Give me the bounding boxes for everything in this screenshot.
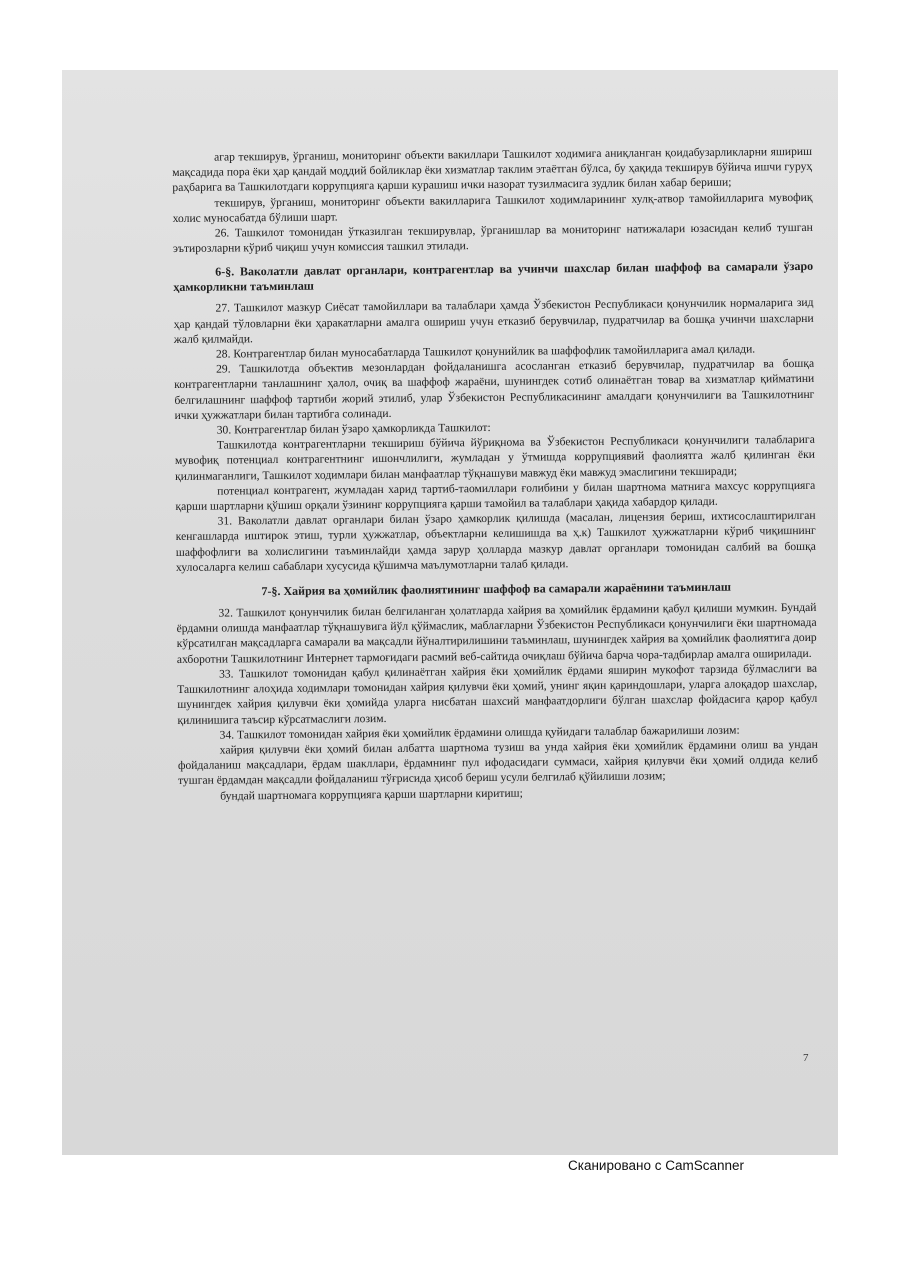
paragraph: 27. Ташкилот мазкур Сиёсат тамойиллари ва талаблари ҳамда Ўзбекистон Республикаси қонунчилик нормаларига зид ҳар қандай тўловларни ёки ҳаракатларни амалга ошириш учун етказиб берувчилар, пудратчилар ва бошқа учинчи шахсларни жалб қилмайди.	[173, 296, 814, 346]
paragraph: 30. Контрагентлар билан ўзаро ҳамкорликда Ташкилот:	[216, 421, 491, 437]
paragraph: 29. Ташкилотда объектив мезонлардан фойдаланишга асосланган етказиб берувчилар, пудратчилар ва бошқа контрагентларни танлашнинг ҳалол, очиқ ва шаффоф жараёни, шунингдек сотиб олинаётган товар ва хизматлар қийматини белгилашнинг шаффоф тартиби жорий этилиб, улар Ўзбекистон Республикасининг амалдаги қонунчилиги ва Ташкилотнинг ички ҳужжатлари билан тартибга солинади.	[174, 357, 815, 422]
paragraph: хайрия қилувчи ёки ҳомий билан албатта шартнома тузиш ва унда хайрия ёки ҳомийлик ёрдамини олиш ва ундан фойдаланиш мақсадлари, ёрдам шакллари, ёрдамнинг пул ифодасидаги суммаси, хайрия қилувчи ёки ҳомий олдида келиб тушган ёрдамдан мақсадли фойдаланиш тўғрисида ҳисоб бериш усули белгилаб қўйилиши лозим;	[177, 737, 818, 788]
paragraph: Ташкилотда контрагентларни текшириш бўйича йўриқнома ва Ўзбекистон Республикаси қонунчилиги талабларига мувофиқ потенциал контрагентнинг ишончлилиги, жумладан у ўтмишда коррупциявий фаолиятга жалб қилинган ёки қилинмаганлиги, Ташкилот ходимлари билан манфаатлар тўқнашуви мавжуд ёки мавжуд эмаслигини текширади;	[174, 433, 816, 483]
paragraph: потенциал контрагент, жумладан харид тартиб-таомиллари ғолибини у билан шартнома матнига махсус коррупцияга қарши шартларни қўшиш орқали ўзининг коррупцияга қарши тамойил ва талаблари ҳақида хабардор қилади.	[175, 478, 816, 514]
paragraph: 26. Ташкилот томонидан ўтказилган текширувлар, ўрганишлар ва мониторинг натижалари юзасидан келиб тушган эътирозларни кўриб чиқиш учун комиссия ташкил этилади.	[172, 220, 813, 256]
paragraph: текширув, ўрганиш, мониторинг объекти вакилларига Ташкилот ходимларининг хулқ-атвор тамойилларига мувофиқ холис муносабатда бўлиши шарт.	[172, 190, 813, 225]
document-body	[172, 144, 818, 804]
paragraph: бундай шартномага коррупцияга қарши шартларни киритиш;	[220, 786, 523, 803]
scanner-watermark: Сканировано с CamScanner	[568, 1158, 745, 1173]
paragraph: 33. Ташкилот томонидан қабул қилинаётган хайрия ёки ҳомийлик ёрдами яширин мукофот тарзида бўлмаслиги ва Ташкилотнинг алоҳида ходимлари томонидан хайрия қилувчи ёки ҳомий, унинг яқин қариндошлари, уларга алоқадор шахслар, шунингдек хайрия қилувчи ёки ҳомийда уларга нисбатан шахсий манфаатдорлиги бўлган шахслар фойдасига қарор қабул қилинишига таъсир кўрсатмаслиги лозим.	[177, 661, 818, 727]
page-number: 7	[803, 1052, 809, 1064]
paragraph: 31. Ваколатли давлат органлари билан ўзаро ҳамкорлик қилишда (масалан, лицензия бериш, ихтисослаштирилган кенгашларда иштирок этиш, турли ҳужжатлар, объектларни келишишда ва ҳ.к) Ташкилот ҳужжатларни кўриб чиқишнинг шаффофлиги ва холислигини таъминлайди ҳамда зарур ҳолларда мазкур давлат органлари томонидан салбий ва бошқа хулосаларга келиш сабаблари хусусида қўшимча маълумотларни талаб қилади.	[175, 509, 816, 574]
paragraph: агар текширув, ўрганиш, мониторинг объекти вакиллари Ташкилот ходимига аниқланган қоидабузарликларни яшириш мақсадида пора ёки ҳар қандай моддий бойликлар ёки хизматлар таклим этаётган бўлса, бу ҳақида текширув бўйича ишчи гуруҳ раҳбарига ва Ташкилотдаги коррупцияга қарши курашиш ички назорат тузилмасига зудлик билан хабар бериши;	[172, 144, 813, 195]
paragraph: 28. Контрагентлар билан муносабатларда Ташкилот қонунийлик ва шаффофлик тамойилларига амал қилади.	[215, 342, 756, 361]
paragraph: 34. Ташкилот томонидан хайрия ёки ҳомийлик ёрдамини олишда қуйидаги талаблар бажарилиши лозим:	[219, 723, 740, 742]
paragraph: 32. Ташкилот қонунчилик билан белгиланган ҳолатларда хайрия ва ҳомийлик ёрдамини қабул қилиши мумкин. Бундай ёрдамни олишда манфаатлар тўқнашувига йўл қўймаслик, маблағларни Ўзбекистон Республикаси қонунчилиги ёки шартномада кўрсатилган мақсадларга самарали ва мақсадли йўналтирилишини таъминлаш, шунингдек хайрия ва ҳомийлик фаолиятига доир ахборотни Ташкилотнинг Интернет тармоғидаги расмий веб-сайтида очиқлаш бўйича барча чора-тадбирлар амалга оширилади.	[176, 600, 817, 666]
section-6-heading: 6-§. Ваколатли давлат органлари, контрагентлар ва учинчи шахслар билан шаффоф ва самарали ўзаро ҳамкорликни таъминлаш	[173, 259, 814, 295]
section-7-heading: 7-§. Хайрия ва ҳомийлик фаолиятининг шаффоф ва самарали жараёнини таъминлаш	[261, 579, 732, 599]
